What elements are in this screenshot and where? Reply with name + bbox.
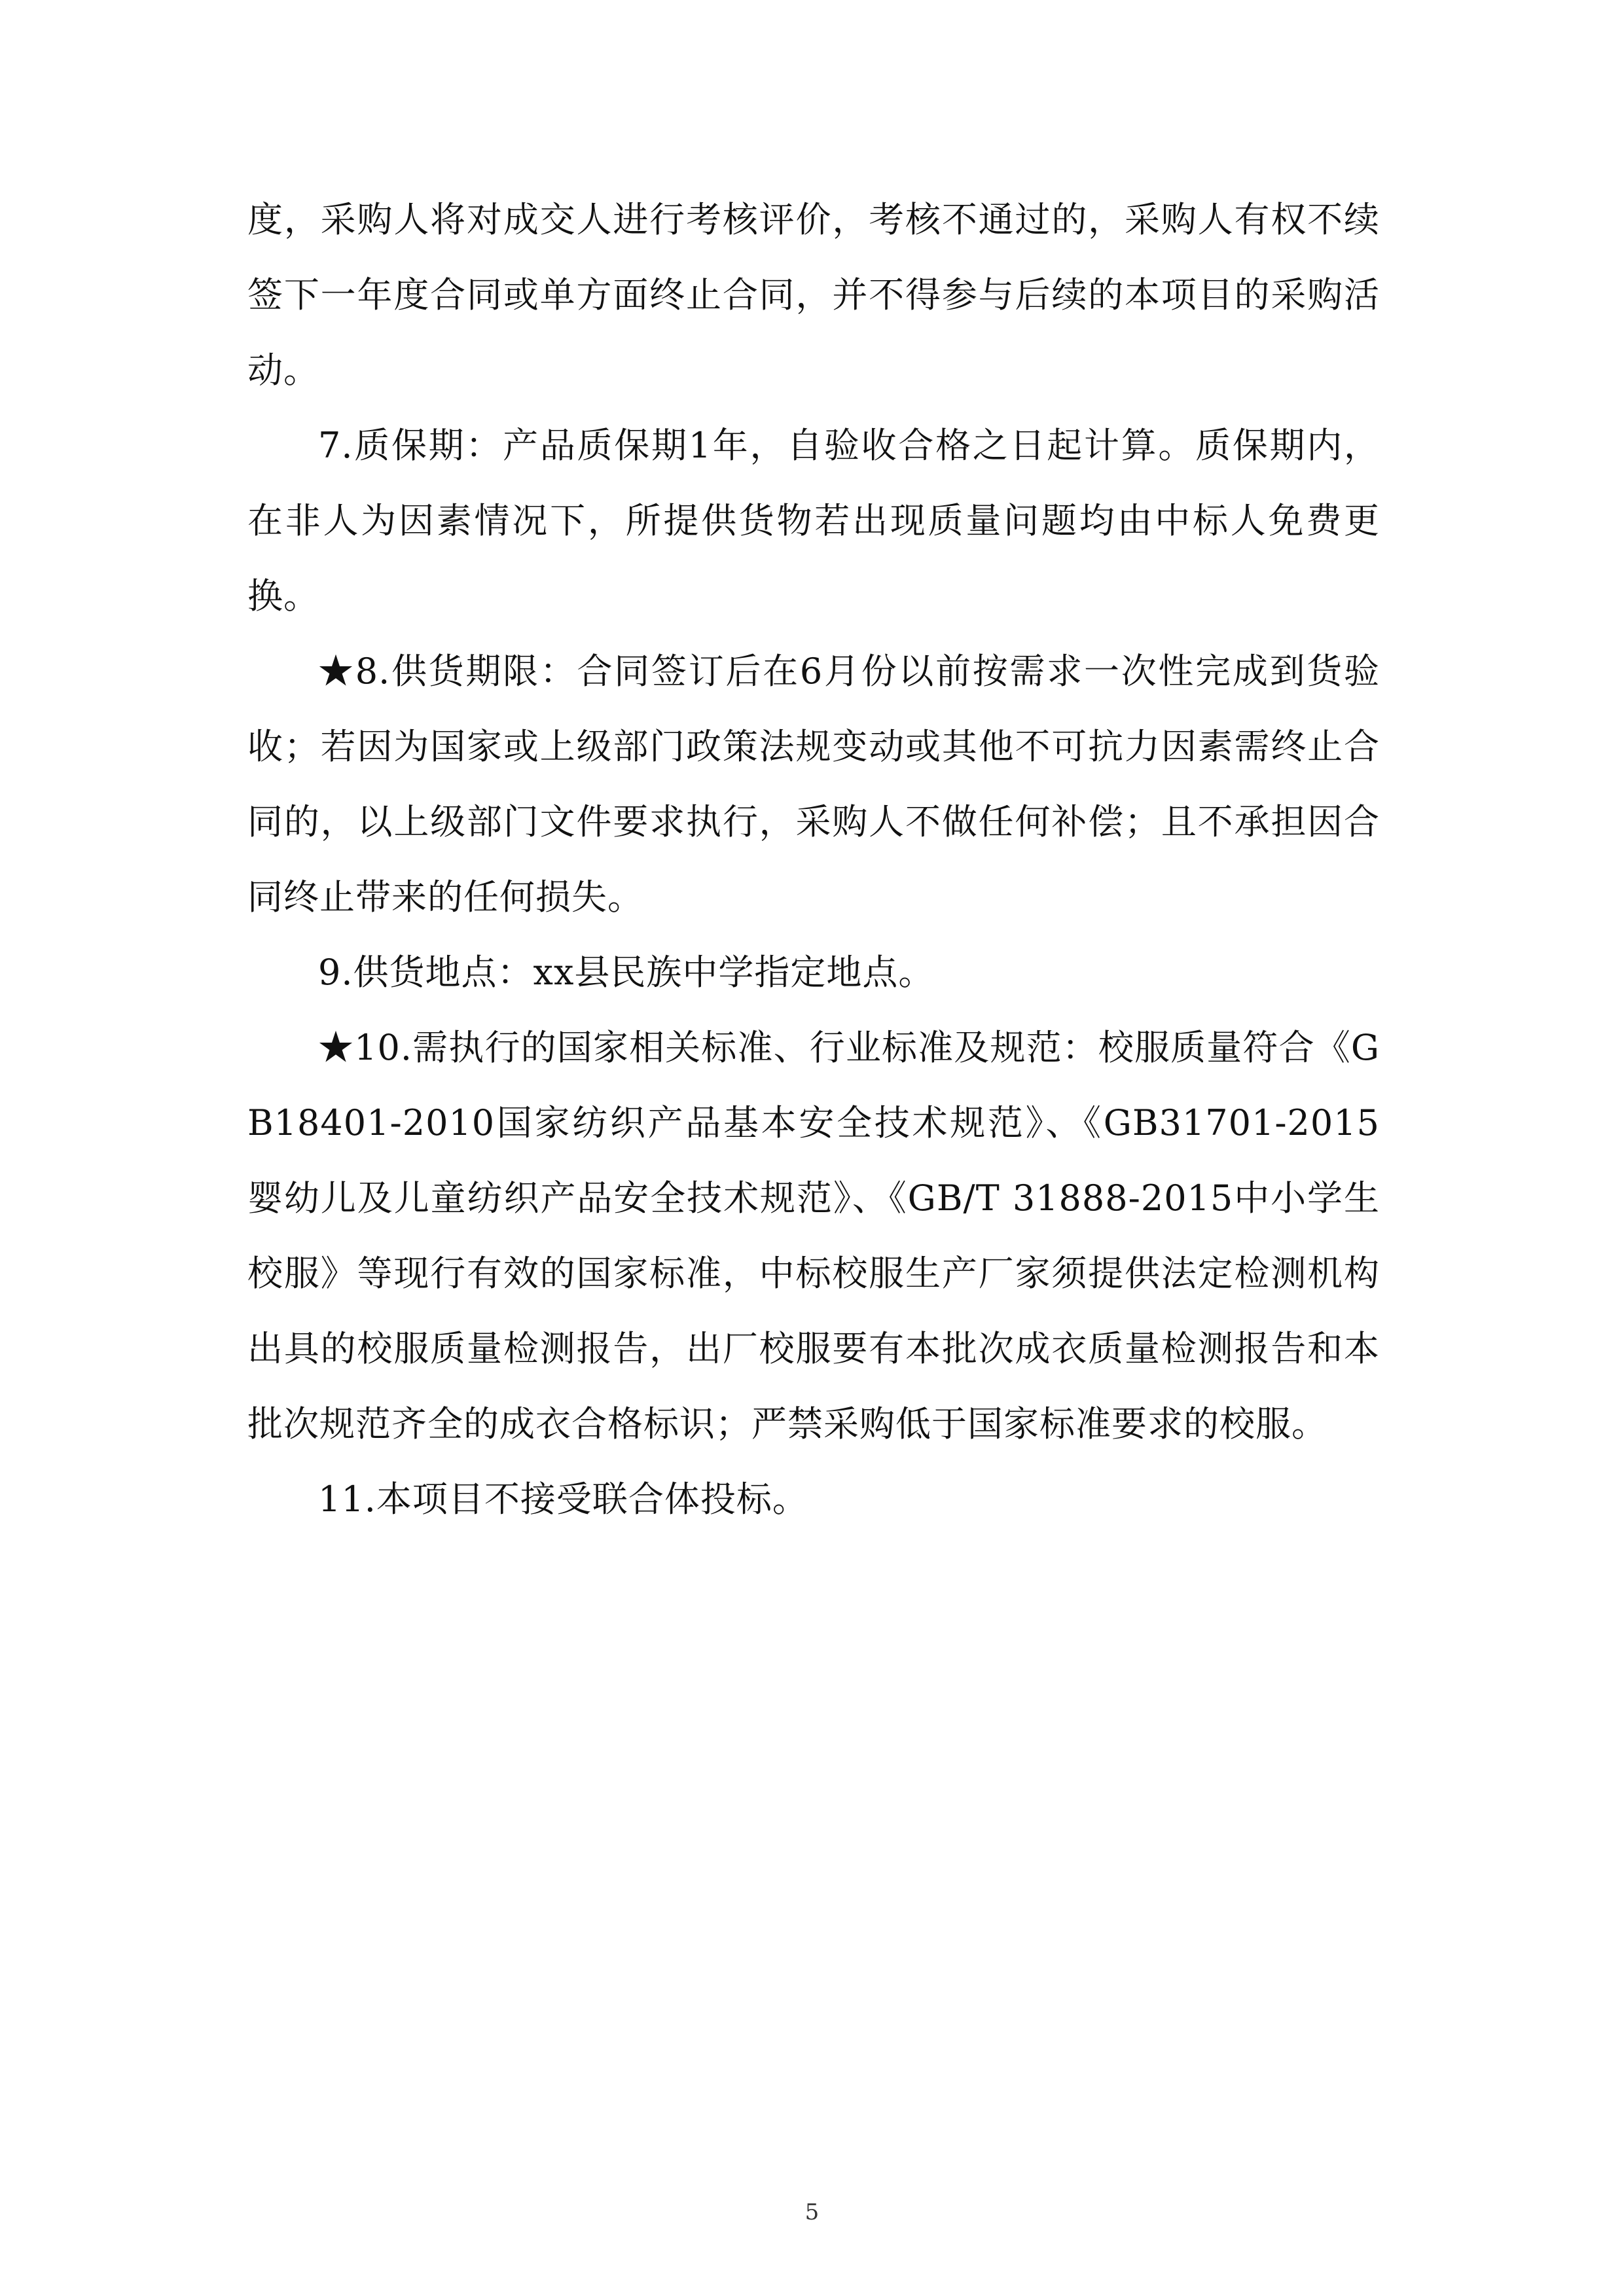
paragraph-delivery-period: ★8.供货期限：合同签订后在6月份以前按需求一次性完成到货验收；若因为国家或上级部门政策法规变动或其他不可抗力因素需终止合同的，以上级部门文件要求执行，采购人不做任何补偿；且不承担因合同终止带来的任何损失。 — [247, 651, 1380, 918]
paragraph-consortium: 11.本项目不接受联合体投标。 — [318, 1479, 808, 1520]
paragraph-standards: ★10.需执行的国家相关标准、行业标准及规范：校服质量符合《GB18401-2010国家纺织产品基本安全技术规范》、《GB31701-2015婴幼儿及儿童纺织产品安全技术规范》、《GB/T 31888-2015中小学生校服》等现行有效的国家标准，中标校服生产厂家须提供法定检测机构出具的校服质量检测报告，出厂校服要有本批次成衣质量检测报告和本批次规范齐全的成衣合格标识；严禁采购低于国家标准要求的校服。 — [247, 1027, 1380, 1444]
document-body — [247, 182, 1380, 1537]
paragraph-delivery-location: 9.供货地点：xx县民族中学指定地点。 — [318, 952, 935, 993]
page-number: 5 — [804, 2199, 820, 2225]
paragraph-warranty: 7.质保期：产品质保期1年，自验收合格之日起计算。质保期内，在非人为因素情况下，所提供货物若出现质量问题均由中标人免费更换。 — [247, 425, 1380, 617]
paragraph-continuation: 度，采购人将对成交人进行考核评价，考核不通过的，采购人有权不续签下一年度合同或单方面终止合同，并不得参与后续的本项目的采购活动。 — [247, 199, 1380, 391]
